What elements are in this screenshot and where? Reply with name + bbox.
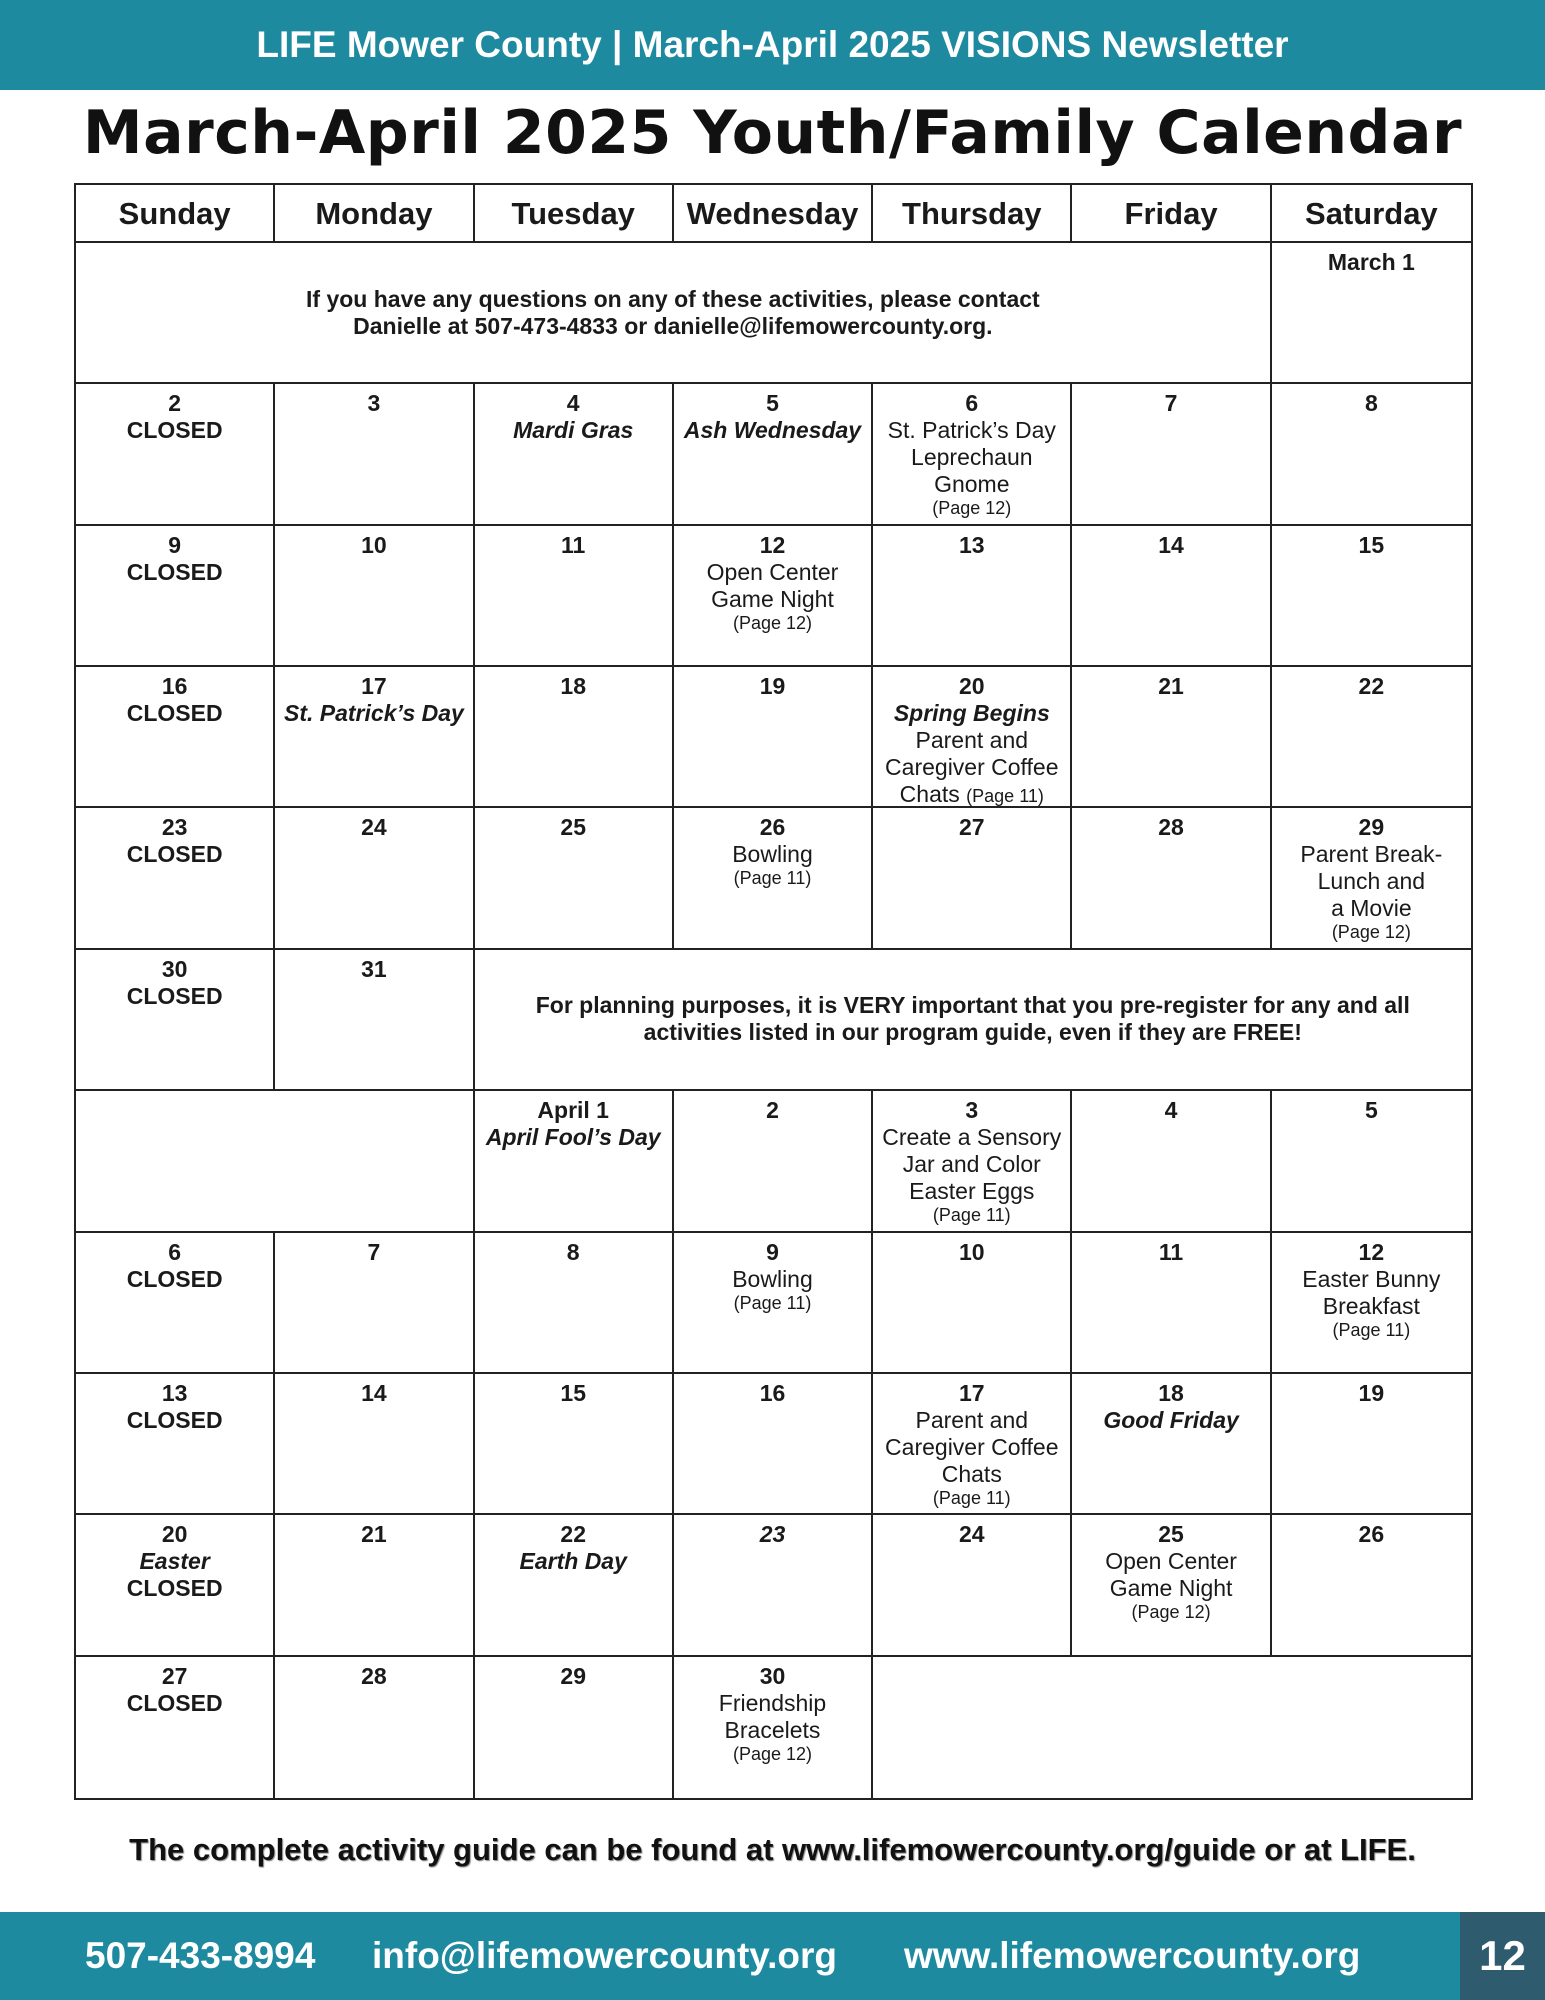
event-line: Friendship [718,1689,827,1716]
calendar-title: March-April 2025 Youth/Family Calendar [82,98,1463,168]
day-cell-mar13 [873,526,1072,667]
closed-label: CLOSED [126,1265,223,1292]
day-number: 25 [560,814,586,841]
day-cell-apr8 [475,1233,674,1374]
event-line: Easter Bunny [1302,1265,1441,1292]
day-cell-mar5 [674,384,873,525]
newsletter-title: LIFE Mower County | March-April 2025 VISIONS Newsletter [256,24,1289,65]
day-cell-apr30 [674,1657,873,1798]
day-number: 22 [560,1521,586,1548]
holiday-label: St. Patrick’s Day [283,700,464,727]
day-number: 9 [168,531,182,558]
closed-label: CLOSED [126,982,223,1009]
holiday-label: Spring Begins [893,700,1050,727]
day-number: 21 [361,1521,387,1548]
page-reference: (Page 11) [1332,1319,1411,1340]
day-cell-mar18 [475,667,674,808]
day-number: 14 [361,1379,387,1406]
day-number: 13 [958,531,985,558]
day-cell-apr12 [1272,1233,1471,1374]
day-number: 23 [759,1521,786,1548]
closed-label: CLOSED [126,1689,223,1716]
event-line: Create a Sensory [882,1124,1062,1151]
day-cell-mar2 [76,384,275,525]
event-line: Open Center [1105,1548,1237,1575]
event-line: Parent and [915,727,1029,754]
day-number: 7 [1164,390,1178,417]
day-number: 4 [1164,1097,1178,1124]
day-number: 15 [1358,531,1385,558]
day-number: March 1 [1327,249,1415,275]
day-number: 13 [161,1379,188,1406]
day-cell-mar22 [1272,667,1471,808]
day-cell-mar6 [873,384,1072,525]
day-cell-apr7 [275,1233,474,1374]
day-cell-mar25 [475,808,674,949]
day-number: 29 [560,1662,586,1689]
event-line: Parent Break- [1300,841,1443,868]
closed-label: CLOSED [126,417,223,444]
day-cell-apr10 [873,1233,1072,1374]
weekday-monday: Monday [275,185,474,243]
page-reference: (Page 11) [733,868,812,889]
day-cell-apr27 [76,1657,275,1798]
holiday-label: Ash Wednesday [683,417,862,444]
day-cell-mar21 [1072,667,1271,808]
day-number: 11 [561,531,586,558]
top-banner [0,0,1545,90]
day-number: 12 [759,531,786,558]
page-reference: (Page 12) [1131,1602,1211,1623]
event-line: Leprechaun [911,444,1033,471]
day-cell-apr9 [674,1233,873,1374]
phone-number: 507-433-8994 [85,1935,316,1976]
day-cell-apr17 [873,1374,1072,1515]
day-number: 18 [560,673,586,700]
day-cell-apr13 [76,1374,275,1515]
day-number: 25 [1158,1521,1184,1548]
day-cell-apr11 [1072,1233,1271,1374]
event-line: Gnome [934,471,1010,498]
day-cell-mar30 [76,950,275,1091]
page-reference: (Page 11) [733,1292,812,1313]
day-cell-apr14 [275,1374,474,1515]
bottom-banner [0,1912,1545,2000]
day-cell-apr3 [873,1091,1072,1232]
holiday-label: April Fool’s Day [485,1124,661,1151]
day-number: 8 [566,1238,580,1265]
day-cell-apr16 [674,1374,873,1515]
day-number: 10 [958,1238,985,1265]
day-number: 26 [1358,1521,1385,1548]
day-cell-mar1 [1272,243,1471,384]
day-cell-apr23 [674,1515,873,1656]
event-line: Parent and [915,1406,1029,1433]
event-line: Easter Eggs [909,1178,1035,1205]
day-number: 26 [759,814,786,841]
day-number: 31 [361,955,387,982]
weekday-thursday: Thursday [873,185,1072,243]
closed-label: CLOSED [126,1406,223,1433]
day-cell-mar4 [475,384,674,525]
holiday-label: Mardi Gras [513,417,634,444]
day-number: 17 [361,673,387,700]
planning-note [475,950,1471,1091]
day-cell-apr18 [1072,1374,1271,1515]
day-number: 20 [161,1521,188,1548]
day-number: 29 [1358,814,1385,841]
event-line: Jar and Color [902,1151,1041,1178]
weekday-wednesday: Wednesday [674,185,873,243]
day-cell-mar3 [275,384,474,525]
event-line: Open Center [706,558,839,585]
weekday-sunday: Sunday [76,185,275,243]
day-cell-apr15 [475,1374,674,1515]
event-line: Lunch and [1317,868,1426,895]
activity-guide-note: The complete activity guide can be found at www.lifemowercounty.org/guide or at LIFE. [129,1832,1416,1867]
weekday-saturday: Saturday [1272,185,1471,243]
day-cell-apr24 [873,1515,1072,1656]
day-number: 24 [361,814,387,841]
day-cell-apr5 [1272,1091,1471,1232]
day-number: 27 [958,814,985,841]
page-reference: (Page 11) [966,786,1044,807]
page-reference: (Page 12) [732,1743,813,1764]
day-cell-apr22 [475,1515,674,1656]
day-number: 19 [759,673,786,700]
day-cell-mar17 [275,667,474,808]
day-cell-mar31 [275,950,474,1091]
day-cell-apr29 [475,1657,674,1798]
day-number: 10 [361,531,387,558]
page-reference: (Page 11) [932,1205,1011,1226]
event-line: Game Night [711,585,834,612]
day-number: 17 [958,1379,985,1406]
contact-note [76,243,1272,384]
day-number: 12 [1358,1238,1385,1265]
day-number: 15 [560,1379,586,1406]
calendar-grid [74,183,1473,1800]
day-number: 7 [367,1238,381,1265]
day-number: 4 [566,390,580,417]
holiday-label: Easter [139,1548,210,1575]
day-cell-mar14 [1072,526,1271,667]
day-cell-apr2 [674,1091,873,1232]
day-cell-apr19 [1272,1374,1471,1515]
day-number: 20 [958,673,985,700]
day-cell-mar9 [76,526,275,667]
day-cell-mar12 [674,526,873,667]
day-cell-mar10 [275,526,474,667]
holiday-label: Earth Day [519,1548,627,1575]
day-number: 3 [367,390,381,417]
day-number: 18 [1158,1379,1184,1406]
day-number: 28 [361,1662,387,1689]
day-number: 9 [766,1238,779,1265]
day-number: 8 [1364,390,1378,417]
event-line: Bracelets [724,1716,821,1743]
weekday-friday: Friday [1072,185,1271,243]
day-cell-mar24 [275,808,474,949]
event-line: Caregiver Coffee [885,754,1059,781]
contact-note-line1: If you have any questions on any of these activities, please contact [306,285,1040,312]
day-number: 28 [1158,814,1184,841]
event-line: a Movie [1331,895,1412,922]
event-line: Breakfast [1322,1292,1420,1319]
day-cell-mar27 [873,808,1072,949]
page-number: 12 [1460,1912,1545,2000]
event-line: St. Patrick’s Day [887,417,1056,444]
day-number: 14 [1158,531,1184,558]
closed-label: CLOSED [126,841,223,868]
day-cell-mar26 [674,808,873,949]
weekday-tuesday: Tuesday [475,185,674,243]
closed-label: CLOSED [126,1575,223,1602]
day-cell-mar20 [873,667,1072,808]
day-number: 24 [958,1521,985,1548]
day-cell-mar29 [1272,808,1471,949]
day-number: 30 [759,1662,786,1689]
day-number: 2 [766,1097,779,1124]
day-number: 16 [759,1379,786,1406]
day-number: 22 [1358,673,1385,700]
day-cell-apr6 [76,1233,275,1374]
event-line: Chats [899,781,960,808]
day-cell-mar8 [1272,384,1471,525]
event-line: Caregiver Coffee [885,1433,1059,1460]
contact-note-line2: Danielle at 507-473-4833 or danielle@lifemowercounty.org. [353,312,993,339]
day-number: 21 [1158,673,1184,700]
day-cell-mar19 [674,667,873,808]
closed-label: CLOSED [126,558,223,585]
day-number: 3 [965,1097,979,1124]
day-cell-apr26 [1272,1515,1471,1656]
page-reference: (Page 12) [732,612,813,633]
day-cell-apr21 [275,1515,474,1656]
closed-label: CLOSED [126,700,223,727]
day-cell-mar23 [76,808,275,949]
day-number: 16 [161,673,188,700]
event-line-with-page [873,781,1070,808]
page-reference: (Page 12) [932,498,1012,519]
empty-cell [76,1091,475,1232]
day-number: 6 [168,1238,182,1265]
day-number: 19 [1358,1379,1385,1406]
day-number: 23 [161,814,188,841]
holiday-label: Good Friday [1103,1406,1239,1433]
day-cell-apr28 [275,1657,474,1798]
page-reference: (Page 11) [932,1487,1011,1508]
day-number: 11 [1158,1238,1184,1265]
day-number: 6 [965,390,979,417]
day-number: 5 [766,390,779,417]
day-cell-apr25 [1072,1515,1271,1656]
event-line: Game Night [1109,1575,1233,1602]
day-cell-apr1 [475,1091,674,1232]
day-cell-mar7 [1072,384,1271,525]
day-cell-mar16 [76,667,275,808]
day-cell-mar15 [1272,526,1471,667]
day-cell-mar28 [1072,808,1271,949]
day-cell-apr4 [1072,1091,1271,1232]
empty-cell [873,1657,1471,1798]
page-reference: (Page 12) [1331,922,1411,943]
event-line: Bowling [732,1265,813,1292]
day-cell-apr20 [76,1515,275,1656]
event-line: Chats [941,1460,1002,1487]
email-address[interactable]: info@lifemowercounty.org [372,1935,838,1976]
planning-note-line2: activities listed in our program guide, even if they are FREE! [643,1019,1302,1046]
day-number: 27 [161,1662,188,1689]
day-number: 30 [161,955,188,982]
planning-note-line1: For planning purposes, it is VERY important that you pre-register for any and all [535,992,1410,1019]
day-number: 2 [168,390,182,417]
event-line: Bowling [732,841,813,868]
day-cell-mar11 [475,526,674,667]
day-number: April 1 [537,1097,609,1124]
website-link[interactable]: www.lifemowercounty.org [904,1935,1361,1976]
day-number: 5 [1364,1097,1378,1124]
